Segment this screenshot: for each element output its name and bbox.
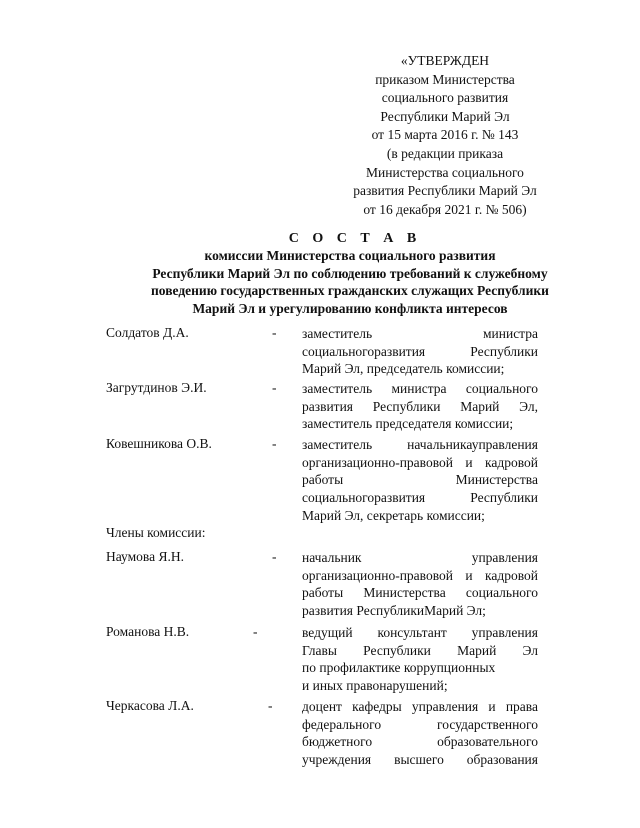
role-line: организационно-правовой и кадровой	[302, 454, 538, 470]
role-line: Марий Эл, председатель комиссии;	[302, 361, 505, 377]
approval-line: социального развития	[381, 90, 509, 106]
role-line: доцент кафедры управления и права	[302, 699, 538, 714]
role-line: социальногоразвития Республики	[302, 343, 538, 359]
member-name: Загрутдинов Э.И.	[106, 380, 207, 395]
member-role	[302, 325, 538, 378]
role-line: и иных правонарушений;	[302, 678, 448, 694]
member-role	[302, 624, 538, 695]
approval-line: развития Республики Марий Эл	[353, 183, 537, 199]
role-line: заместитель министра социального	[302, 381, 538, 396]
subtitle-line: Республики Марий Эл по соблюдению требований к служебному	[152, 265, 548, 281]
role-line: начальник управления	[302, 550, 538, 565]
approval-stamp	[330, 52, 560, 219]
members-heading: Члены комиссии:	[106, 525, 206, 540]
role-line: бюджетного образовательного	[302, 734, 538, 750]
approval-line: от 16 декабря 2021 г. № 506)	[363, 201, 527, 217]
role-line: заместитель председателя комиссии;	[302, 416, 514, 432]
dash-separator: -	[272, 380, 277, 395]
role-line: учреждения высшего образования	[302, 752, 538, 768]
approval-line: Республики Марий Эл	[380, 108, 510, 124]
approval-line: (в редакции приказа	[386, 145, 504, 161]
role-line: ведущий консультант управления	[302, 625, 538, 640]
member-name: Солдатов Д.А.	[106, 325, 189, 340]
role-line: работы Министерства социального	[302, 585, 538, 601]
approval-line: приказом Министерства	[375, 71, 515, 87]
member-role	[302, 698, 538, 769]
subtitle-line: комиссии Министерства социального развития	[204, 248, 496, 263]
member-role	[302, 380, 538, 433]
approval-line: «УТВЕРЖДЕН	[400, 53, 490, 68]
role-line: заместитель министра	[302, 326, 538, 341]
role-line: работы Министерства	[302, 472, 538, 488]
role-line: организационно-правовой и кадровой	[302, 567, 538, 583]
role-line: социальногоразвития Республики	[302, 490, 538, 506]
member-name: Черкасова Л.А.	[106, 698, 194, 713]
dash-separator: -	[272, 549, 277, 564]
member-name: Ковешникова О.В.	[106, 436, 212, 451]
approval-line: от 15 марта 2016 г. № 143	[371, 127, 519, 143]
document-subtitle	[100, 247, 600, 317]
member-name: Наумова Я.Н.	[106, 549, 184, 564]
dash-separator: -	[253, 624, 258, 639]
dash-separator: -	[272, 436, 277, 451]
dash-separator: -	[272, 325, 277, 340]
approval-line: Министерства социального	[366, 164, 524, 180]
dash-separator: -	[268, 698, 273, 713]
document-heading: С О С Т А В	[288, 231, 422, 246]
role-line: по профилактике коррупционных	[302, 660, 496, 676]
role-line: Главы Республики Марий Эл	[302, 642, 538, 658]
subtitle-line: Марий Эл и урегулированию конфликта интересов	[192, 300, 508, 316]
role-line: федерального государственного	[302, 716, 538, 732]
role-line: заместитель начальникауправления	[302, 437, 538, 452]
member-role	[302, 549, 538, 620]
role-line: развития Республики Марий Эл,	[302, 398, 538, 414]
role-line: Марий Эл, секретарь комиссии;	[302, 507, 485, 523]
member-role	[302, 436, 538, 525]
subtitle-line: поведению государственных гражданских служащих Республики	[151, 283, 549, 299]
role-line: развития РеспубликиМарий Эл;	[302, 603, 486, 619]
member-name: Романова Н.В.	[106, 624, 190, 639]
